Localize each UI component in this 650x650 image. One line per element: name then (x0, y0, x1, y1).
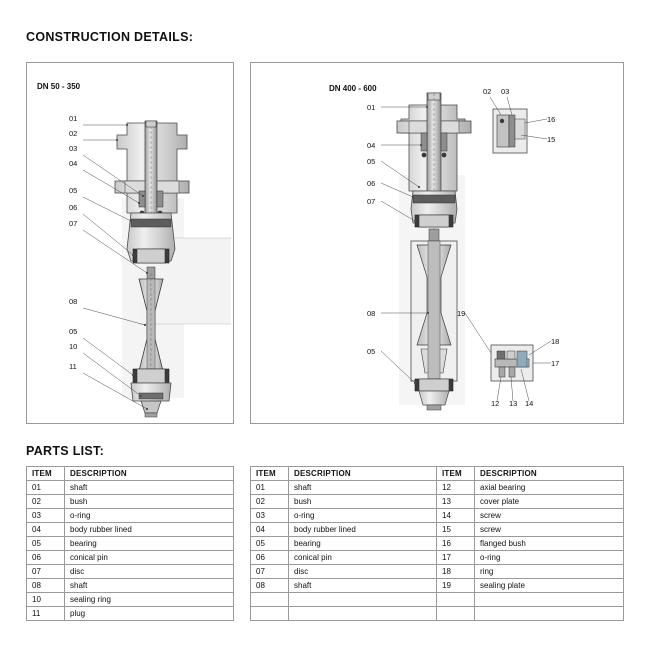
table-header-row (27, 467, 234, 481)
valve-cross-section-dn50-350 (27, 63, 233, 423)
table-row (251, 537, 624, 551)
cell-description-2 (475, 607, 624, 621)
table-row (251, 509, 624, 523)
parts-table-left (26, 466, 234, 621)
page-title-construction: CONSTRUCTION DETAILS: (26, 30, 194, 44)
table-row (27, 565, 234, 579)
cell-description-2 (475, 593, 624, 607)
cell-item (251, 607, 289, 621)
table-row (27, 607, 234, 621)
callout-left-06: 06 (69, 203, 78, 212)
callout-right-18: 18 (551, 337, 560, 346)
callout-right-04: 04 (367, 141, 376, 150)
drawing-label-left: DN 50 - 350 (37, 82, 81, 91)
cell-description: bearing (65, 537, 234, 551)
callout-right-14: 14 (525, 399, 534, 408)
table-row (251, 495, 624, 509)
cell-item-2: 16 (437, 537, 475, 551)
cell-description-2: flanged bush (475, 537, 624, 551)
valve-cross-section-dn400-600 (251, 63, 623, 423)
callout-right-06: 06 (367, 179, 376, 188)
callout-right-19: 19 (457, 309, 466, 318)
cell-description: disc (289, 565, 437, 579)
callout-right-13: 13 (509, 399, 518, 408)
header-item: ITEM (251, 467, 289, 481)
cell-item: 04 (251, 523, 289, 537)
cell-description-2: ring (475, 565, 624, 579)
cell-description: bush (65, 495, 234, 509)
callout-left-03: 03 (69, 144, 78, 153)
cell-description-2: axial bearing (475, 481, 624, 495)
cell-description-2: screw (475, 523, 624, 537)
cell-description-2: cover plate (475, 495, 624, 509)
callout-left-02: 02 (69, 129, 78, 138)
header-description: DESCRIPTION (65, 467, 234, 481)
cell-item: 06 (27, 551, 65, 565)
cell-description: conical pin (65, 551, 234, 565)
cell-description: plug (65, 607, 234, 621)
cell-item: 06 (251, 551, 289, 565)
cell-item: 03 (251, 509, 289, 523)
cell-item: 10 (27, 593, 65, 607)
drawing-panel-dn50-350 (26, 62, 234, 424)
table-row (251, 481, 624, 495)
table-row (251, 551, 624, 565)
cell-item: 01 (251, 481, 289, 495)
cell-description (289, 607, 437, 621)
cell-item: 11 (27, 607, 65, 621)
parts-table-right (250, 466, 624, 621)
cell-item: 08 (27, 579, 65, 593)
cell-item: 01 (27, 481, 65, 495)
cell-description-2: screw (475, 509, 624, 523)
table-row (27, 551, 234, 565)
callout-left-11: 11 (69, 362, 77, 371)
callout-right-03: 03 (501, 87, 510, 96)
cell-description: bush (289, 495, 437, 509)
callout-right-02: 02 (483, 87, 492, 96)
header-description-2: DESCRIPTION (475, 467, 624, 481)
cell-item-2: 17 (437, 551, 475, 565)
table-row (27, 523, 234, 537)
cell-description: shaft (65, 579, 234, 593)
cell-description: shaft (289, 481, 437, 495)
callout-left-10: 10 (69, 342, 78, 351)
table-row (27, 495, 234, 509)
callout-right-17: 17 (551, 359, 560, 368)
cell-description-2: sealing plate (475, 579, 624, 593)
table-row (251, 607, 624, 621)
callout-right-05: 05 (367, 157, 376, 166)
table-row (251, 593, 624, 607)
cell-description: body rubber lined (65, 523, 234, 537)
cell-description: shaft (65, 481, 234, 495)
table-row (27, 579, 234, 593)
cell-item-2: 19 (437, 579, 475, 593)
header-item: ITEM (27, 467, 65, 481)
table-row (27, 537, 234, 551)
cell-description: o-ring (289, 509, 437, 523)
callout-right-16: 16 (547, 115, 556, 124)
cell-item-2: 14 (437, 509, 475, 523)
callout-right-05b: 05 (367, 347, 376, 356)
callout-right-01: 01 (367, 103, 376, 112)
cell-description-2: o-ring (475, 551, 624, 565)
callout-right-08: 08 (367, 309, 376, 318)
cell-item: 05 (251, 537, 289, 551)
cell-item-2: 15 (437, 523, 475, 537)
drawing-panel-dn400-600 (250, 62, 624, 424)
cell-description (289, 593, 437, 607)
cell-item: 04 (27, 523, 65, 537)
header-description: DESCRIPTION (289, 467, 437, 481)
header-item-2: ITEM (437, 467, 475, 481)
cell-item-2 (437, 607, 475, 621)
cell-description: shaft (289, 579, 437, 593)
cell-description: o-ring (65, 509, 234, 523)
cell-item-2: 12 (437, 481, 475, 495)
callout-left-05b: 05 (69, 327, 78, 336)
callout-right-07: 07 (367, 197, 376, 206)
cell-item: 02 (251, 495, 289, 509)
cell-description: disc (65, 565, 234, 579)
cell-description: conical pin (289, 551, 437, 565)
cell-item-2: 18 (437, 565, 475, 579)
callout-right-15: 15 (547, 135, 556, 144)
callout-right-12: 12 (491, 399, 500, 408)
table-row (251, 579, 624, 593)
table-header-row (251, 467, 624, 481)
cell-item: 05 (27, 537, 65, 551)
table-row (251, 523, 624, 537)
cell-description: body rubber lined (289, 523, 437, 537)
cell-item-2: 13 (437, 495, 475, 509)
cell-item: 08 (251, 579, 289, 593)
callout-left-05: 05 (69, 186, 78, 195)
callout-left-04: 04 (69, 159, 78, 168)
callout-left-08: 08 (69, 297, 78, 306)
cell-item (251, 593, 289, 607)
cell-item: 02 (27, 495, 65, 509)
cell-description: bearing (289, 537, 437, 551)
table-row (27, 481, 234, 495)
cell-item: 07 (27, 565, 65, 579)
table-row (251, 565, 624, 579)
callout-left-01: 01 (69, 114, 78, 123)
cell-item-2 (437, 593, 475, 607)
cell-item: 07 (251, 565, 289, 579)
table-row (27, 593, 234, 607)
table-row (27, 509, 234, 523)
cell-item: 03 (27, 509, 65, 523)
drawing-label-right: DN 400 - 600 (329, 84, 377, 93)
cell-description: sealing ring (65, 593, 234, 607)
page-title-parts: PARTS LIST: (26, 444, 105, 458)
callout-left-07: 07 (69, 219, 78, 228)
